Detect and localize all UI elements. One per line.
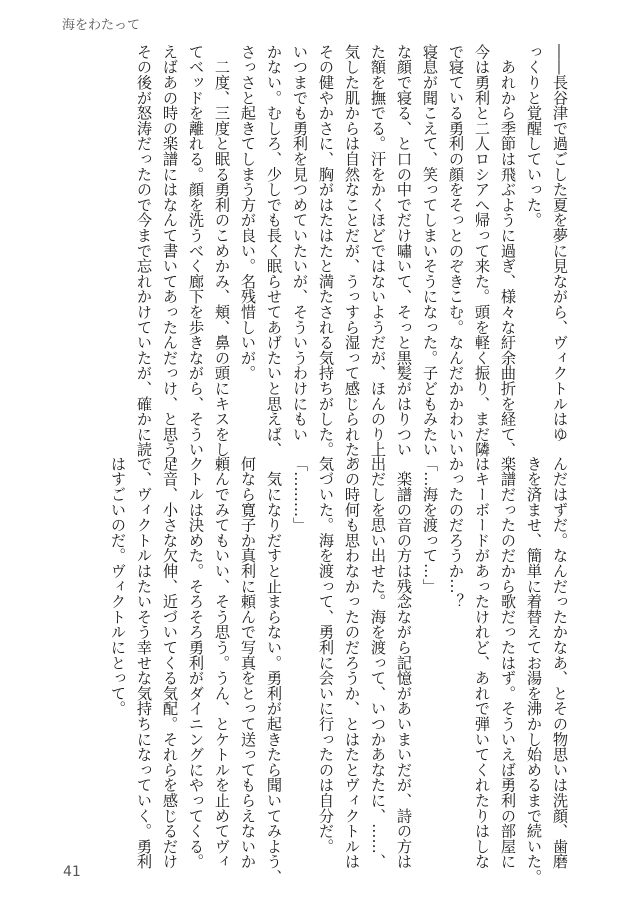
text-column: 気づいた。海を渡って、勇利に会いに行ったのは自分だ。 [317,456,335,854]
running-head: 海をわたって [62,18,141,33]
text-column: 頼んでみてもいい、そう思う。うん、とケトルを止めてヴィ [213,456,231,870]
text-column: かったのだろうか…？ [447,456,465,609]
text-column: 出だしを思い出せた。海を渡って、いつかあなたに、……、 [369,456,387,870]
text-column: てベッドを離れる。顔を洗うべく廊下を歩きながら、そうい [187,44,205,458]
text-column: きを済ませ、簡単に着替えてお湯を沸かし始めるまで続いた。 [525,456,543,885]
text-column: で寝ている勇利の顔をそっとのぞきこむ。なんだかかわいい [447,44,465,458]
text-column: 足音、小さな欠伸、近づいてくる気配。それらを感じるだけ [161,456,179,870]
text-column: えばあの時の楽譜にはなんて書いてあったんだっけ、と思う。 [161,44,179,473]
text-column: 「………」 [291,456,309,533]
text-column: んだはずだ。なんだったかなあ、とその物思いは洗顔、歯磨 [551,456,569,870]
text-column: 「…海を渡って…」 [421,456,439,594]
text-column: その健やかさに、胸がはたはたと満たされる気持ちがした。 [317,44,335,458]
text-column: あれから季節は飛ぶように過ぎ、様々な紆余曲折を経て、 [499,44,517,458]
text-column: っくりと覚醒していった。 [525,44,543,228]
upper-text-block [131,44,573,473]
text-column: 気した肌からは自然なことだが、うっすら湿って感じられた。 [343,44,361,473]
text-column: 寝息が聞こえて、笑ってしまいそうになった。子どもみたい [421,44,439,458]
text-column: な顔で寝る、と口の中でだけ嘯いて、そっと黒髪がはりつい [395,44,413,458]
text-column: 何なら寛子か真利に頼んで写真をとって送ってもらえないか [239,456,257,870]
text-column: 今は勇利と二人ロシアへ帰って来た。頭を軽く振り、まだ隣 [473,44,491,458]
text-column: 楽譜だったのだから歌だったはず。そういえば勇利の部屋に [499,456,517,870]
text-column: で、ヴィクトルはたいそう幸せな気持ちになっていく。勇利 [135,456,153,870]
text-column: いつまでも勇利を見つめていたいが、そういうわけにもい [291,44,309,442]
lower-text-block [105,456,573,885]
text-column: 気になりだすと止まらない。勇利が起きたら聞いてみよう、 [265,456,283,885]
text-column: はキーボードがあったけれど、あれで弾いてくれたりはしな [473,456,491,870]
text-column: はすごいのだ。ヴィクトルにとって。 [109,456,127,717]
text-column: かない。むしろ、少しでも長く眠らせてあげたいと思えば、 [265,44,283,458]
page-number: 41 [63,864,81,880]
text-column: ――長谷津で過ごした夏を夢に見ながら、ヴィクトルはゆ [551,44,569,442]
text-column: 楽譜の音の方は残念ながら記憶があいまいだが、詩の方は [395,456,413,870]
text-column: さっさと起きてしまう方が良い。名残惜しいが。 [239,44,257,381]
text-column: クトルは決めた。そろそろ勇利がダイニングにやってくる。 [187,456,205,870]
text-column: 二度、三度と眠る勇利のこめかみ、頬、鼻の頭にキスをし [213,44,231,458]
text-column: その後が怒涛だったので今まで忘れかけていたが、確かに読 [135,44,153,458]
text-column: あの時何も思わなかったのだろうか、とはたとヴィクトルは [343,456,361,870]
text-column: た額を撫でる。汗をかくほどではないようだが、ほんのり上 [369,44,387,458]
